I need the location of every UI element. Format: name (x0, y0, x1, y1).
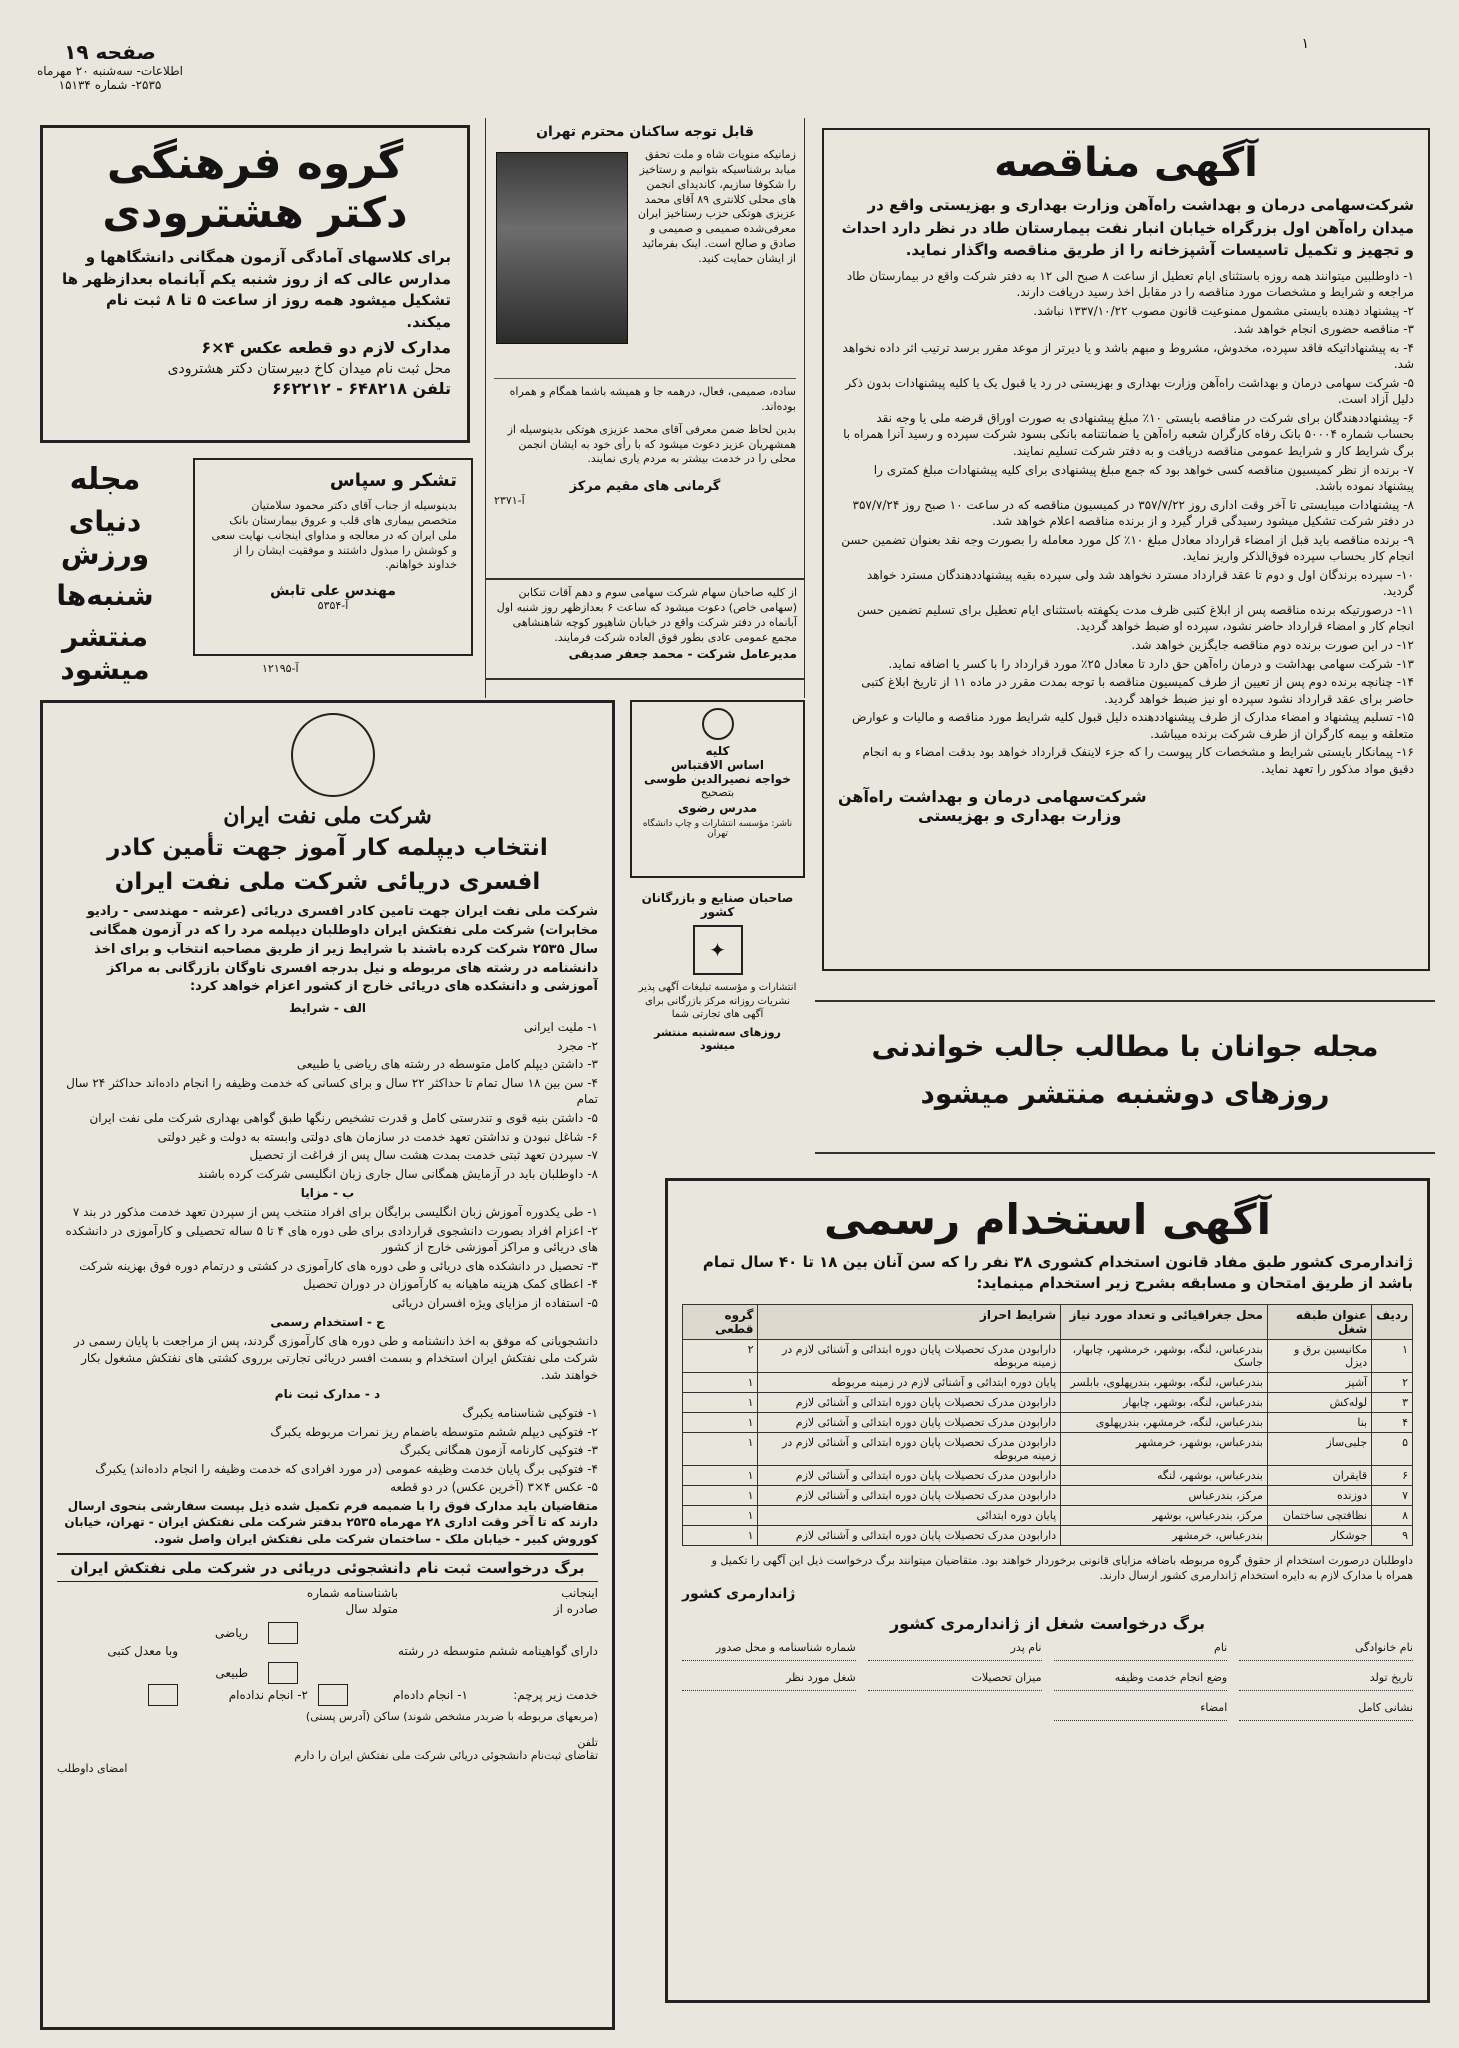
oil-document-item: ۵- عکس ۴×۳ (آخرین عکس) در دو قطعه (390, 1480, 598, 1495)
tender-item: ۱۶- پیمانکار بایستی شرایط و مشخصات کار پیوست را که جزء لاینفک قرارداد خواهد بود بدقت امضاء و به انجام دقیق مواد مذکور را تعهد نماید. (862, 745, 1414, 776)
tender-item: ۸- پیشنهادات میبایستی تا آخر وقت اداری روز ۳۵۷/۷/۲۲ در کمیسیون مناقصه که در ساعت ۱۰ صبح روز ۳۵۷/۷/۲۴ در دفتر شرکت تشکیل میشود رسیدگی قرار گیرد و از برنده مناقصه اعلام خواهد شد. (852, 497, 1414, 529)
math-checkbox[interactable] (268, 1622, 298, 1644)
table-cell: دوزنده (1267, 1486, 1371, 1506)
publisher-logo: ✦ (693, 925, 743, 975)
thanks-notice (193, 458, 473, 656)
culture-title-1: گروه فرهنگی (106, 138, 404, 189)
table-header-cell: گروه قطعی (683, 1305, 758, 1340)
sports-line-1: مجله (69, 462, 141, 497)
culture-phone: تلفن ۶۴۸۲۱۸ - ۶۶۲۲۱۲ (272, 378, 451, 398)
table-header-cell: ردیف (1372, 1305, 1413, 1340)
oil-benefit-item: ۲- اعزام افراد بصورت دانشجوی قراردادی برای طی دوره های ۴ تا ۵ ساله تحصیلی و کارآموزی در دانشکده های دریائی و مراکز آموزشی خارج از کشور (65, 1223, 598, 1255)
table-cell: دارابودن مدرک تحصیلات پایان دوره ابتدائی و آشنائی لازم (758, 1466, 1061, 1486)
oil-deadline: متقاضیان باید مدارک فوق را با ضمیمه فرم تکمیل شده ذیل بپست سفارشی بنحوی ارسال دارند که تا آخر وقت اداری ۲۸ مهرماه ۲۵۳۵ بدفتر شرکت ملی نفتکش ایران - تهران، خیابان کوروش کبیر - خیابان ملک - ساختمان شرکت ملی نفتکش ایران واصل شود. (64, 1498, 598, 1546)
table-cell: مرکز، بندرعباس، بوشهر (1061, 1506, 1268, 1526)
oil-condition-item: ۸- داوطلبان باید در آزمایش همگانی سال جاری زبان انگلیسی شرکت کرده باشند (197, 1166, 598, 1181)
table-cell: ۱ (683, 1466, 758, 1486)
form-average-label: وبا معدل کتبی (107, 1644, 178, 1659)
table-cell: بنا (1267, 1413, 1371, 1433)
oil-document-item: ۴- فتوکپی برگ پایان خدمت وظیفه عمومی (در مورد افرادی که خدمت وظیفه را انجام داده‌اند) یکبرگ (95, 1461, 598, 1476)
book-notice (630, 700, 805, 878)
form-field-label[interactable]: نام پدر (868, 1641, 1042, 1661)
publisher-text: انتشارات و مؤسسه تبلیغات آگهی پذیر نشریات روزانه مرکز بازرگانی برای آگهی های تجارتی شما (638, 982, 797, 1020)
book-editor: مدرس رضوی (677, 800, 758, 815)
oil-section-b: ب - مزایا (300, 1186, 355, 1201)
page-number: صفحه ۱۹ (64, 40, 156, 64)
table-cell: ۱ (683, 1393, 758, 1413)
form-field-label[interactable]: تاریخ تولد (1239, 1671, 1413, 1691)
table-cell: پایان دوره ابتدائی و آشنائی لازم در زمینه مربوطه (758, 1373, 1061, 1393)
book-author: خواجه نصیرالدین طوسی (644, 772, 791, 786)
thanks-code-2: آ-۱۲۱۹۵ (262, 662, 299, 675)
oil-section-d: د - مدارک ثبت نام (274, 1387, 381, 1402)
youth-line-1: مجله جوانان با مطالب جالب خواندنی (871, 1030, 1379, 1063)
table-cell: دارابودن مدرک تحصیلات پایان دوره ابتدائی و آشنائی لازم در زمینه مربوطه (758, 1433, 1061, 1466)
table-row (683, 1506, 1413, 1526)
shareholders-signature: مدیرعامل شرکت - محمد جعفر صدیقی (568, 647, 797, 662)
gendarmerie-footer: داوطلبان درصورت استخدام از حقوق گروه مربوطه باضافه مزایای قانونی برخوردار خواهند بود. متقاضیان میتوانند برگ درخواست ذیل این آگهی را تکمیل و همراه با مدارک لازم به دایره استخدام ژاندارمری کشور ارسال دارند. (711, 1554, 1413, 1582)
form-service-label: خدمت زیر پرچم: (513, 1688, 598, 1703)
gendarmerie-form[interactable] (682, 1641, 1413, 1721)
tender-item: ۱۵- تسلیم پیشنهاد و امضاء مدارک از طرف پیشنهاددهنده دلیل قبول کلیه شرایط مورد مناقصه و مالیات و عوارض متعلقه و بیمه کارگران از طرف شرکت برنده میباشد. (851, 710, 1414, 741)
tender-signature-1: شرکت‌سهامی درمان و بهداشت راه‌آهن (838, 787, 1147, 807)
form-name-label: اینجانب (561, 1586, 598, 1601)
candidate-photo (496, 152, 628, 344)
form-note-label: (مربعهای مربوطه با ضربدر مشخص شوند) ساکن (آدرس پستی) (305, 1710, 598, 1724)
gendarmerie-form-title: برگ درخواست شغل از ژاندارمری کشور (889, 1613, 1206, 1633)
sports-magazine-ad (30, 450, 180, 686)
thanks-signature: مهندس علی تابش (270, 583, 396, 600)
youth-line-2: روزهای دوشنبه منتشر میشود (920, 1077, 1330, 1110)
table-cell: ۱ (683, 1506, 758, 1526)
table-cell: ۲ (1372, 1373, 1413, 1393)
oil-condition-item: ۷- سپردن تعهد ثبتی خدمت بمدت هشت سال پس از فراغت از تحصیل (249, 1148, 598, 1163)
gendarmerie-signature: ژاندارمری کشور (682, 1585, 796, 1602)
gendarmerie-ad (665, 1178, 1430, 2003)
table-row (683, 1526, 1413, 1546)
table-cell: جوشکار (1267, 1526, 1371, 1546)
service-done-checkbox[interactable] (318, 1684, 348, 1706)
table-cell: دارابودن مدرک تحصیلات پایان دوره ابتدائی و آشنائی لازم (758, 1486, 1061, 1506)
publisher-title: صاحبان صنایع و بازرگانان کشور (641, 891, 794, 919)
book-title: اساس الاقتباس (671, 758, 764, 772)
culture-address: محل ثبت نام میدان کاخ دبیرستان دکتر هشترودی (167, 360, 451, 377)
issue-number: ۲۵۳۵- شماره ۱۵۱۳۴ (58, 78, 162, 92)
oil-employment: دانشجویانی که موفق به اخذ دانشنامه و طی دوره های کارآموزی گردند، پس از مراجعت با پایان رسمی در شرکت ملی نفتکش ایران استخدام و بسمت افسر دریائی تجارتی برروی کشتی های نفتکش مشغول بکار خواهند شد. (73, 1334, 598, 1382)
table-header-cell: عنوان طبقه شغل (1267, 1305, 1371, 1340)
oil-condition-item: ۳- داشتن دیپلم کامل متوسطه در رشته های ریاضی یا طبیعی (296, 1057, 598, 1072)
oil-benefits (57, 1204, 598, 1311)
table-row (683, 1413, 1413, 1433)
gendarmerie-title: آگهی استخدام رسمی (824, 1195, 1271, 1244)
table-row (683, 1486, 1413, 1506)
oil-condition-item: ۶- شاغل نبودن و نداشتن تعهد خدمت در سازمان های دولتی وابسته به دولت و غیر دولتی (157, 1129, 598, 1144)
table-cell: لوله‌کش (1267, 1393, 1371, 1413)
form-field-label[interactable]: نام خانوادگی (1239, 1641, 1413, 1661)
table-cell: بندرعباس، لنگه، خرمشهر، بندرپهلوی (1061, 1413, 1268, 1433)
oil-benefit-item: ۱- طی یکدوره آموزش زبان انگلیسی برایگان برای افراد منتخب پس از سپردن تعهد خدمت مذکور در بند ۷ (72, 1205, 598, 1220)
tender-item: ۵- شرکت سهامی درمان و بهداشت راه‌آهن وزارت بهداری و بهزیستی در رد یا قبول یک یا کلیه پیشنهادات بدون ذکر دلیل آزاد است. (845, 375, 1414, 407)
table-cell: بندرعباس، لنگه، بوشهر، خرمشهر، چابهار، جاسک (1061, 1340, 1268, 1373)
oil-benefit-item: ۵- استفاده از مزایای ویژه افسران دریائی (392, 1295, 598, 1310)
oil-conditions (57, 1019, 598, 1182)
university-emblem (702, 708, 734, 740)
table-row (683, 1393, 1413, 1413)
table-cell: بندرعباس، لنگه، بوشهر، بندرپهلوی، بابلسر (1061, 1373, 1268, 1393)
tender-item: ۱۰- سپرده برندگان اول و دوم تا عقد قرارداد مسترد نخواهد شد ولی سپرده بقیه پیشنهاددهندگان مسترد خواهد گردید. (866, 567, 1414, 599)
tribute-signature: گرمانی های مقیم مرکز (569, 479, 721, 495)
table-cell: ۱ (683, 1413, 758, 1433)
table-cell: بندرعباس، بوشهر، خرمشهر (1061, 1433, 1268, 1466)
form-field-label[interactable]: نشانی کامل (1239, 1701, 1413, 1721)
table-cell: ۱ (683, 1486, 758, 1506)
book-label: کلیه (705, 744, 730, 758)
shareholders-notice (485, 578, 805, 680)
form-sign-label: امضای داوطلب (57, 1762, 128, 1776)
form-not-done-label: ۲- انجام نداده‌ام (228, 1688, 308, 1703)
oil-form[interactable] (57, 1586, 598, 1736)
thanks-title: تشکر و سپاس (329, 470, 457, 491)
form-born-label: متولد سال (345, 1602, 398, 1617)
tender-item: ۱۳- شرکت سهامی بهداشت و درمان راه‌آهن حق دارد تا معادل ۲۵٪ مورد قرارداد را با کسر یا اضافه نماید. (888, 656, 1414, 671)
table-cell: ۱ (683, 1373, 758, 1393)
oil-condition-item: ۵- داشتن بنیه قوی و تندرستی کامل و قدرت تشخیص رنگها طبق گواهی بهداری شرکت ملی نفت ایران (89, 1110, 598, 1125)
oil-title-2: افسری دریائی شرکت ملی نفت ایران (114, 869, 541, 895)
table-header-cell: شرایط احراز (758, 1305, 1061, 1340)
oil-section-c: ج - استخدام رسمی (270, 1315, 385, 1330)
oil-form-title: برگ درخواست ثبت نام دانشجوئی دریائی در شرکت ملی نفتکش ایران (57, 1553, 598, 1582)
table-cell: بندرعباس، خرمشهر (1061, 1526, 1268, 1546)
table-row (683, 1466, 1413, 1486)
shareholders-text: از کلیه صاحبان سهام شرکت سهامی سوم و دهم آقات تنکابن (سهامی خاص) دعوت میشود که ساعت ۶ بعدازظهر روز شنبه اول آبانماه در دفتر شرکت واقع در خیابان شاهپور کوچه شاهنشاهی مجمع عمومی عادی بطور فوق العاده شرکت فرمایند. (496, 586, 797, 644)
table-cell: مرکز، بندرعباس (1061, 1486, 1268, 1506)
tender-item: ۱- داوطلبین میتوانند همه روزه باستثنای ایام تعطیل از ساعت ۸ صبح الی ۱۲ به دفتر شرکت واقع در بیمارستان طاد مراجعه و شرایط و مشخصات مورد مناقصه را در مقابل اخذ رسید دریافت دارند. (846, 268, 1414, 300)
tribute-title: قابل توجه ساکنان محترم تهران (536, 124, 754, 140)
table-cell: قایقران (1267, 1466, 1371, 1486)
form-natural-label: طبیعی (215, 1666, 248, 1681)
table-cell: ۹ (1372, 1526, 1413, 1546)
table-cell: دارابودن مدرک تحصیلات پایان دوره ابتدائی و آشنائی لازم در زمینه مربوطه (758, 1340, 1061, 1373)
oil-company-ad (40, 700, 615, 2030)
sports-line-2: دنیای ورزش (60, 505, 150, 571)
oil-condition-item: ۱- ملیت ایرانی (523, 1020, 598, 1035)
thanks-text: بدینوسیله از جناب آقای دکتر محمود سلامتیان متخصص بیماری های قلب و عروق بیمارستان بانک ملی ایران که در معالجه و مداوای اینجانب نهایت سعی و کوشش را مبذول داشتند و موفقیت ایشان را از خداوند خواهانم. (211, 499, 457, 572)
culture-text: برای کلاسهای آمادگی آزمون همگانی دانشگاهها و مدارس عالی که از روز شنبه یکم آبانماه بعدازظهر ها تشکیل میشود همه روز از ساعت ۵ تا ۸ ثبت نام میکند. (61, 247, 451, 332)
tender-notice (822, 128, 1430, 971)
oil-section-a: الف - شرایط (289, 1001, 366, 1016)
publisher-ad (630, 885, 805, 1050)
table-cell: ۴ (1372, 1413, 1413, 1433)
oil-logo-text: شرکت ملی نفت ایران (223, 803, 432, 829)
oil-document-item: ۲- فتوکپی دیپلم ششم متوسطه باضمام ریز نمرات مربوطه یکبرگ (270, 1424, 598, 1439)
tender-item: ۱۲- در این صورت برنده دوم مناقصه جایگزین خواهد شد. (1131, 637, 1414, 652)
tender-item: ۶- پیشنهاددهندگان برای شرکت در مناقصه بایستی ۱۰٪ مبلغ پیشنهادی به صورت اوراق قرضه ملی یا وجه نقد بحساب شماره ۵۰۰۰۴ بانک رفاه کارگران شعبه راه‌آهن یا ضمانتنامه بانکی بسود شرکت سپرده و رسید آنرا همراه با برگ شرایط کار و شرایط عمومی مناقصه دریافت و به دفتر شرکت تسلیم نمایند. (843, 410, 1414, 458)
oil-benefit-item: ۳- تحصیل در دانشکده های دریائی و طی دوره های کارآموزی در کشتی و درتمام دوره فوق بهزینه شرکت (79, 1258, 598, 1273)
tender-items (838, 268, 1414, 778)
form-field-label[interactable]: شماره شناسنامه و محل صدور (682, 1641, 856, 1661)
table-cell: پایان دوره ابتدائی (758, 1506, 1061, 1526)
corner-mark: ۱ (1301, 36, 1309, 52)
culture-title-2: دکتر هشترودی (102, 188, 408, 238)
form-diploma-label: دارای گواهینامه ششم متوسطه در رشته (398, 1644, 598, 1659)
table-cell: مکانیسین برق و دیزل (1267, 1340, 1371, 1373)
table-cell: ۱ (683, 1433, 758, 1466)
table-cell: ۲ (683, 1340, 758, 1373)
tender-signature-2: وزارت بهداری و بهزیستی (918, 806, 1122, 826)
table-cell: ۵ (1372, 1433, 1413, 1466)
oil-intro: شرکت ملی نفت ایران جهت تامین کادر افسری دریائی (عرشه - مهندسی - رادیو مخابرات) شرکت ملی نفتکش ایران داوطلبان دیپلمه مرد را که در آزمون همگانی سال ۲۵۳۵ شرکت کرده باشند با شرایط زیر از طریق مصاحبه انتخاب و برای اخذ دانشنامه در رشته های مربوطه و نیل بدرجه افسری ناوگان بازرگانی به مراکز آموزشی و دانشکده های دریائی خارج از کشور اعزام خواهد کرد: (86, 904, 598, 995)
table-row (683, 1373, 1413, 1393)
oil-company-emblem (291, 713, 375, 797)
form-id-label: باشناسنامه شماره (306, 1586, 398, 1601)
oil-title-1: انتخاب دیپلمه کار آموز جهت تأمین کادر (107, 835, 548, 861)
culture-docs: مدارک لازم دو قطعه عکس ۴×۶ (201, 337, 451, 357)
form-field-label[interactable]: میزان تحصیلات (868, 1671, 1042, 1691)
gendarmerie-intro: ژاندارمری کشور طبق مفاد قانون استخدام کشوری ۳۸ نفر را که سن آنان بین ۱۸ تا ۴۰ سال تمام باشد از طریق امتحان و مسابقه بشرح زیر استخدام مینماید: (702, 1253, 1413, 1292)
tender-item: ۷- برنده از نظر کمیسیون مناقصه کسی خواهد بود که جمع مبلغ پیشنهادی برای کلیه پیشنهادات مبلغ کمتری را پیشنهاد نموده باشد. (873, 462, 1414, 494)
sports-line-3: شنبه‌ها (56, 579, 154, 612)
table-cell: ۷ (1372, 1486, 1413, 1506)
form-issued-label: صادره از (553, 1602, 598, 1617)
book-edit-label: بتصحیح (700, 786, 735, 799)
table-cell: ۳ (1372, 1393, 1413, 1413)
oil-condition-item: ۲- مجرد (557, 1038, 598, 1053)
tender-item: ۱۱- درصورتیکه برنده مناقصه پس از ابلاغ کتبی ظرف مدت یکهفته باستثنای ایام تعطیل برای تسلیم تضمین حسن انجام کار و امضاء قرارداد حاضر نشود، سپرده او ضبط خواهد گردید. (857, 602, 1414, 634)
table-header-cell: محل جغرافیائی و تعداد مورد نیاز (1061, 1305, 1268, 1340)
table-cell: آشپز (1267, 1373, 1371, 1393)
thanks-code: آ-۵۳۵۴ (317, 599, 349, 613)
culture-group-ad (40, 125, 470, 443)
youth-magazine-ad (815, 1000, 1435, 1154)
paper-date: اطلاعات- سه‌شنبه ۲۰ مهرماه (37, 64, 183, 78)
table-row (683, 1433, 1413, 1466)
tender-item: ۱۴- چنانچه برنده دوم پس از تعیین از طرف کمیسیون مناقصه با توجه بمدت مقرر در ماده ۱۱ از تاریخ ابلاغ کتبی حاضر برای عقد قرارداد نشود سپرده او نیز ضبط خواهد گردید. (861, 675, 1414, 706)
form-field-label[interactable]: امضاء (1054, 1701, 1228, 1721)
form-field-label[interactable]: شغل مورد نظر (682, 1671, 856, 1691)
form-field-label[interactable]: وضع انجام خدمت وظیفه (1054, 1671, 1228, 1691)
table-cell: دارابودن مدرک تحصیلات پایان دوره ابتدائی و آشنائی لازم (758, 1393, 1061, 1413)
natural-checkbox[interactable] (268, 1662, 298, 1684)
table-cell: ۱ (1372, 1340, 1413, 1373)
oil-documents (57, 1405, 598, 1496)
oil-document-item: ۳- فتوکپی کارنامه آزمون همگانی یکبرگ (399, 1443, 598, 1458)
tender-intro: شرکت‌سهامی درمان و بهداشت راه‌آهن وزارت بهداری و بهزیستی واقع در میدان راه‌آهن اول بزرگراه خیابان انبار نفت بیمارستان طاد در نظر دارد احداث و تجهیز و تکمیل تاسیسات آشپزخانه را از طریق مناقصه واگذار نماید. (841, 196, 1414, 259)
tender-title: آگهی مناقصه (994, 140, 1258, 186)
oil-benefit-item: ۴- اعطای کمک هزینه ماهیانه به کارآموزان در دوران تحصیل (303, 1277, 598, 1292)
table-cell: ۸ (1372, 1506, 1413, 1526)
tender-item: ۹- برنده مناقصه باید قبل از امضاء قرارداد معادل مبلغ ۱۰٪ کل مورد معامله را بصورت وجه نقد بعنوان تضمین حسن انجام کار بحساب سپرده فوق‌الذکر واریز نماید. (841, 532, 1414, 564)
sports-line-4: منتشر میشود (60, 620, 150, 686)
form-field-label[interactable]: نام (1054, 1641, 1228, 1661)
book-footer: ناشر: مؤسسه انتشارات و چاپ دانشگاه تهران (642, 818, 793, 839)
tribute-text-1: زمانیکه منویات شاه و ملت تحقق میابد برشناسیکه بتوانیم و رستاخیز را شکوفا سازیم، کاندیدای انجمن های محلی کلانتری ۸۹ آقای محمد عزیزی هوتکی حزب رستاخیز ایران معرفی‌شده‌ صمیمی و صمیمی و صادق و صالح است. اینک بفرمائید از ایشان حمایت کنید. (637, 148, 796, 265)
form-request-label: تقاضای ثبت‌نام دانشجوئی دریائی شرکت ملی نفتکش ایران را دارم (294, 1749, 598, 1763)
form-phone-label: تلفن (577, 1736, 598, 1750)
tender-item: ۲- پیشنهاد دهنده بایستی مشمول ممنوعیت قانون مصوب ۱۳۳۷/۱۰/۲۲ نباشد. (1033, 303, 1414, 318)
form-math-label: ریاضی (215, 1626, 248, 1641)
tender-item: ۳- مناقصه حضوری انجام خواهد شد. (1233, 322, 1414, 337)
table-cell: ۶ (1372, 1466, 1413, 1486)
table-cell: بندرعباس، لنگه، بوشهر، چابهار (1061, 1393, 1268, 1413)
service-not-done-checkbox[interactable] (148, 1684, 178, 1706)
tender-item: ۴- به پیشنهاداتیکه فاقد سپرده، مخدوش، مشروط و مبهم باشد و یا دیرتر از موعد مقرر برسد ترتیب اثر داده نخواهد شد. (842, 340, 1414, 372)
table-row (683, 1340, 1413, 1373)
employment-table (682, 1304, 1413, 1546)
oil-document-item: ۱- فتوکپی شناسنامه یکبرگ (462, 1406, 598, 1421)
oil-condition-item: ۴- سن بین ۱۸ سال تمام تا حداکثر ۲۲ سال و برای کسانی که خدمت وظیفه را انجام داده‌اند حداکثر ۲۴ سال تمام (66, 1075, 598, 1107)
form-done-label: ۱- انجام داده‌ام (393, 1688, 468, 1703)
tribute-code: آ-۲۳۷۱ (494, 494, 525, 508)
table-cell: دارابودن مدرک تحصیلات پایان دوره ابتدائی و آشنائی لازم (758, 1526, 1061, 1546)
table-cell: جلبی‌ساز (1267, 1433, 1371, 1466)
publisher-footer: روزهای سه‌شنبه منتشر میشود (654, 1025, 781, 1052)
table-cell: بندرعباس، بوشهر، لنگه (1061, 1466, 1268, 1486)
tribute-text-3: بدین لحاظ ضمن معرفی آقای محمد عزیزی هوتکی بدینوسیله از همشهریان عزیز دعوت میشود که با رأی خود به ایشان انجمن محلی را در خدمت بیشتر به مردم یاری نمایند. (507, 422, 796, 466)
table-cell: دارابودن مدرک تحصیلات پایان دوره ابتدائی و آشنائی لازم (758, 1413, 1061, 1433)
table-cell: ۱ (683, 1526, 758, 1546)
tribute-text-2: ساده، صمیمی، فعال، درهمه جا و همیشه باشما همگام و همراه بوده‌اند. (494, 378, 796, 415)
masthead (20, 40, 200, 92)
table-cell: نظافتچی ساختمان (1267, 1506, 1371, 1526)
